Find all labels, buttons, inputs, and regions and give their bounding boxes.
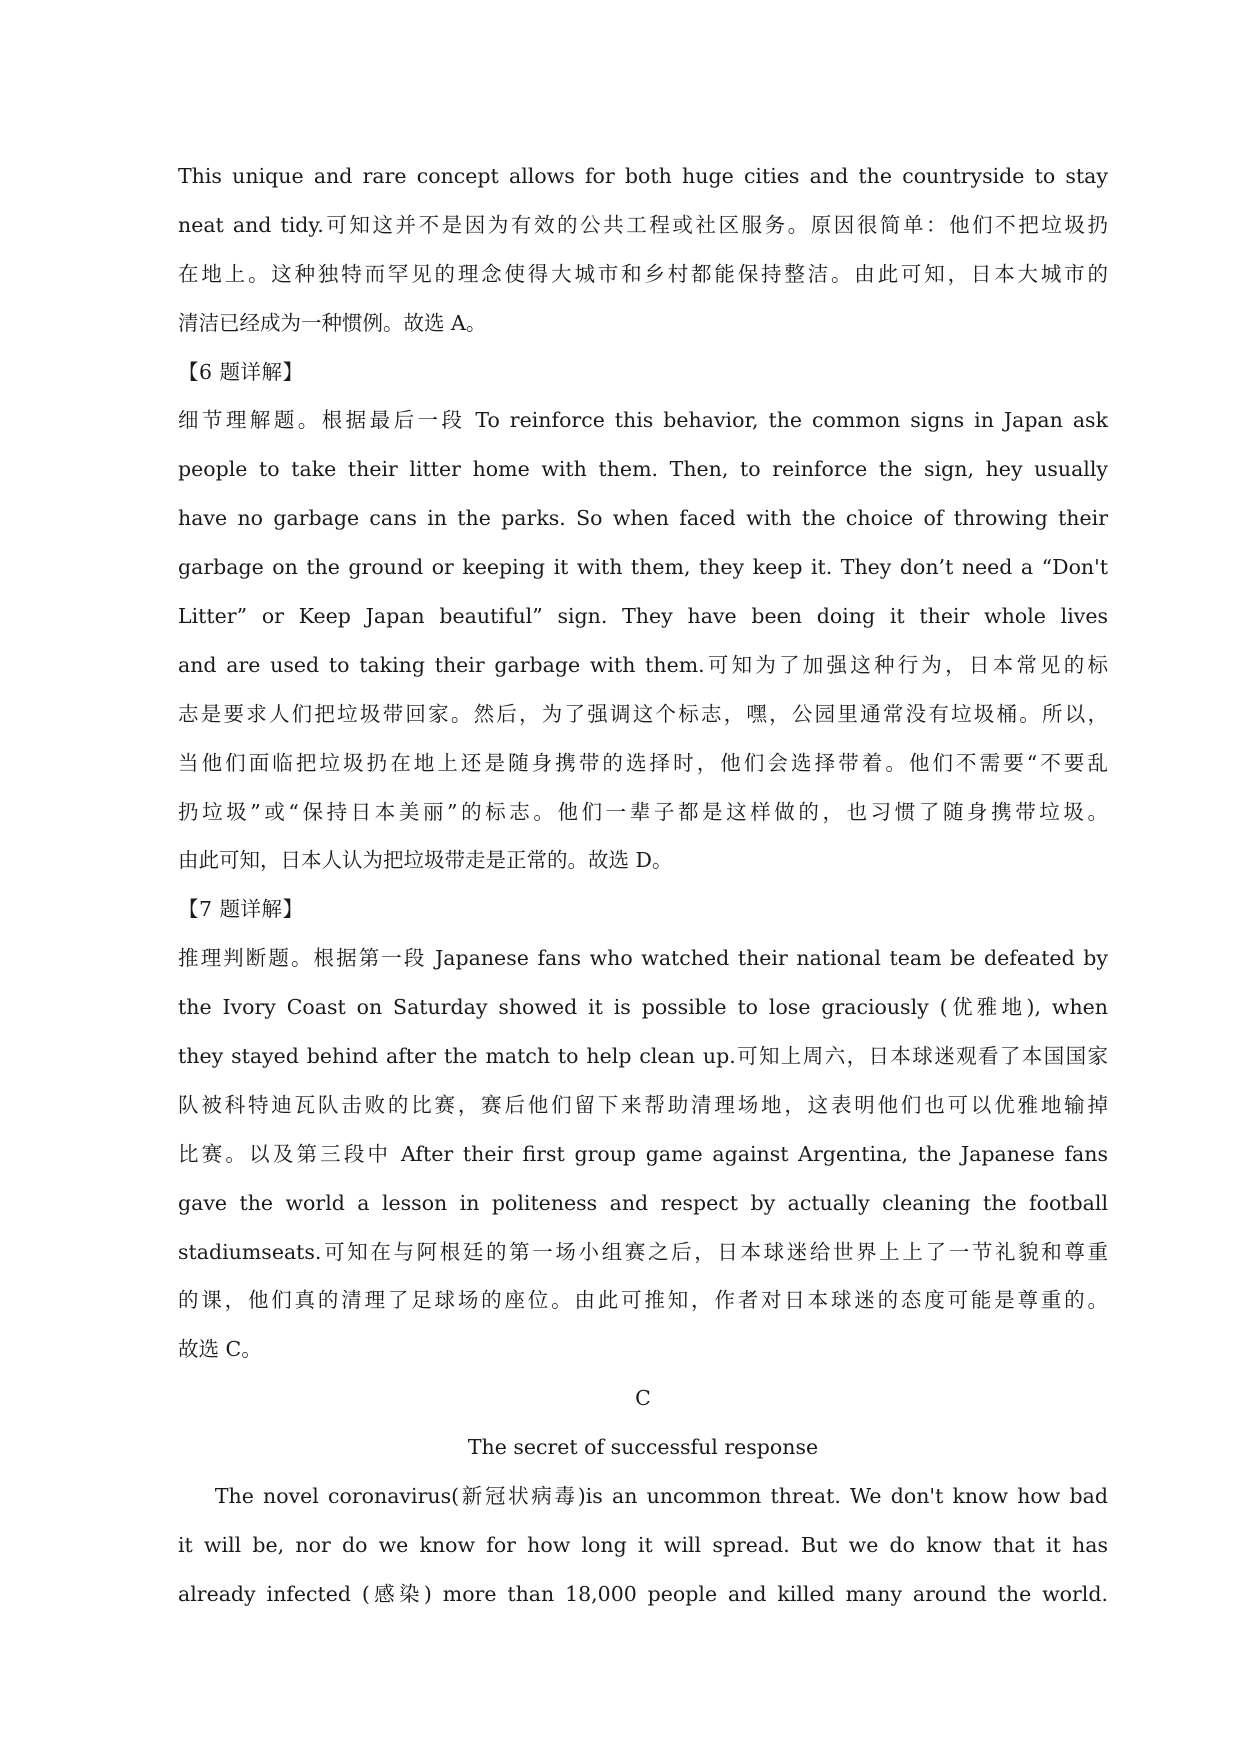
text-line: have no garbage cans in the parks. So when faced with the choice of throwing their: [178, 506, 1108, 531]
answer-explanation-6: [178, 396, 1108, 885]
text-line: 推理判断题。根据第一段 Japanese fans who watched their national team be defeated by: [178, 946, 1108, 971]
text-line: Litter” or Keep Japan beautiful” sign. They have been doing it their whole lives: [178, 604, 1108, 629]
answer-explanation-5-continued: [178, 152, 1108, 348]
question-7-heading: 【7 题详解】: [178, 897, 304, 922]
text-line: already infected (感染) more than 18,000 people and killed many around the world.: [178, 1581, 1108, 1606]
text-line: it will be, nor do we know for how long it will spread. But we do know that it has: [178, 1532, 1108, 1557]
section-letter: C: [635, 1386, 651, 1411]
text-line: 细节理解题。根据最后一段 To reinforce this behavior, the common signs in Japan ask: [178, 408, 1108, 433]
text-line: The novel coronavirus(新冠状病毒)is an uncommon threat. We don't know how bad: [178, 1484, 1108, 1509]
text-line: neat and tidy.可知这并不是因为有效的公共工程或社区服务。原因很简单：他们不把垃圾扔: [178, 212, 1108, 237]
answer-explanation-7: [178, 934, 1108, 1374]
document-body: [178, 152, 1108, 1619]
text-line: they stayed behind after the match to help clean up.可知上周六，日本球迷观看了本国国家: [178, 1044, 1108, 1069]
text-line: stadiumseats.可知在与阿根廷的第一场小组赛之后，日本球迷给世界上上了一节礼貌和尊重: [178, 1239, 1108, 1264]
text-line: 扔垃圾”或“保持日本美丽”的标志。他们一辈子都是这样做的，也习惯了随身携带垃圾。: [178, 799, 1108, 824]
text-line: and are used to taking their garbage with them.可知为了加强这种行为，日本常见的标: [178, 652, 1108, 677]
text-line: 比赛。以及第三段中 After their first group game against Argentina, the Japanese fans: [178, 1141, 1108, 1166]
text-line: people to take their litter home with them. Then, to reinforce the sign, hey usually: [178, 457, 1108, 482]
text-line: 由此可知，日本人认为把垃圾带走是正常的。故选 D。: [178, 848, 673, 873]
text-line: This unique and rare concept allows for both huge cities and the countryside to stay: [178, 164, 1108, 188]
text-line: 队被科特迪瓦队击败的比赛，赛后他们留下来帮助清理场地，这表明他们也可以优雅地输掉: [178, 1092, 1108, 1117]
text-line: garbage on the ground or keeping it with them, they keep it. They don’t need a “Don't: [178, 555, 1108, 580]
text-line: 故选 C。: [178, 1337, 262, 1362]
question-6-heading: 【6 题详解】: [178, 359, 304, 384]
text-line: gave the world a lesson in politeness and respect by actually cleaning the football: [178, 1190, 1108, 1215]
text-line: 的课，他们真的清理了足球场的座位。由此可推知，作者对日本球迷的态度可能是尊重的。: [178, 1288, 1108, 1313]
text-line: 清洁已经成为一种惯例。故选 A。: [178, 310, 487, 335]
reading-passage: [178, 1472, 1108, 1619]
text-line: the Ivory Coast on Saturday showed it is possible to lose graciously (优雅地), when: [178, 995, 1108, 1020]
text-line: 当他们面临把垃圾扔在地上还是随身携带的选择时，他们会选择带着。他们不需要“不要乱: [178, 750, 1108, 775]
passage-title: The secret of successful response: [467, 1435, 819, 1460]
text-line: 志是要求人们把垃圾带回家。然后，为了强调这个标志，嘿，公园里通常没有垃圾桶。所以，: [178, 701, 1108, 726]
text-line: 在地上。这种独特而罕见的理念使得大城市和乡村都能保持整洁。由此可知，日本大城市的: [178, 261, 1108, 286]
